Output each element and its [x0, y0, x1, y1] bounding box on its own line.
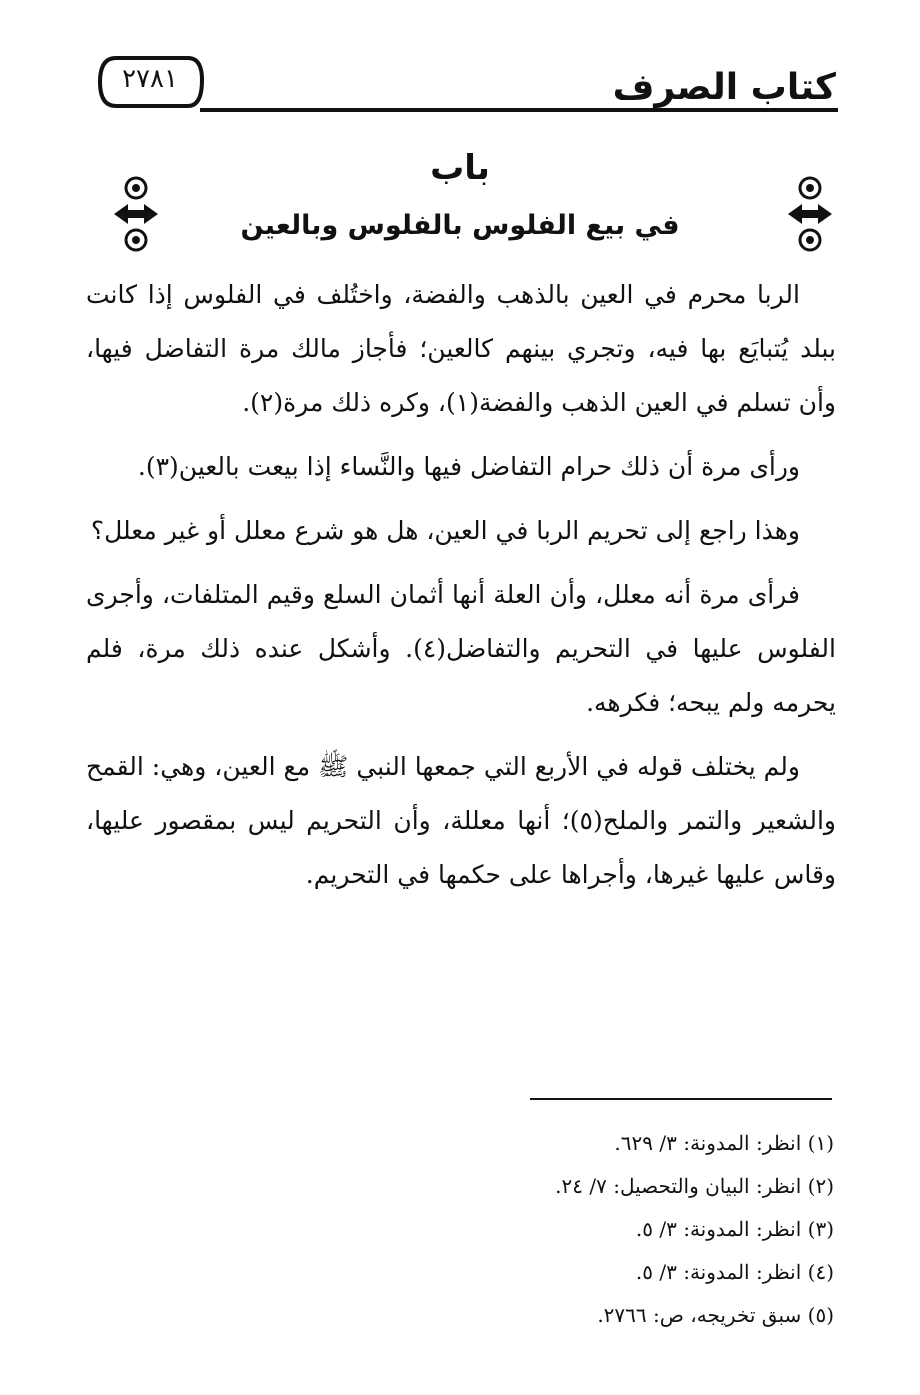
chapter-heading: باب	[430, 148, 490, 188]
header-rule	[200, 108, 838, 112]
footnote: (١) انظر: المدونة: ٣/ ٦٢٩.	[614, 1131, 834, 1155]
paragraph: الربا محرم في العين بالذهب والفضة، واختُلف في الفلوس إذا كانت ببلد يُتبايَع بها فيه، وتجري بينهم كالعين؛ فأجاز مالك مرة التفاضل فيها، وأن تسلم في العين الذهب والفضة(١)، وكره ذلك مرة(٢).	[86, 280, 836, 417]
footnote: (٢) انظر: البيان والتحصيل: ٧/ ٢٤.	[555, 1174, 834, 1198]
footnotes	[86, 1122, 834, 1337]
footnote: (٤) انظر: المدونة: ٣/ ٥.	[635, 1260, 834, 1284]
book-title: كتاب الصرف	[612, 67, 836, 108]
page-number: ٢٧٨١	[122, 64, 178, 94]
paragraph: ولم يختلف قوله في الأربع التي جمعها النبي ﷺ مع العين، وهي: القمح والشعير والتمر والملح(٥)؛ أنها معللة، وأن التحريم ليس بمقصور عليها، وقاس عليها غيرها، وأجراها على حكمها في التحريم.	[86, 752, 836, 889]
paragraph: فرأى مرة أنه معلل، وأن العلة أنها أثمان السلع وقيم المتلفات، وأجرى الفلوس عليها في التحريم والتفاضل(٤). وأشكل عنده ذلك مرة، فلم يحرمه ولم يبحه؛ فكرهه.	[86, 580, 836, 717]
chapter-subheading: في بيع الفلوس بالفلوس وبالعين	[240, 210, 680, 241]
page-number-badge	[96, 50, 204, 114]
footnote: (٥) سبق تخريجه، ص: ٢٧٦٦.	[597, 1303, 834, 1327]
paragraph: وهذا راجع إلى تحريم الربا في العين، هل هو شرع معلل أو غير معلل؟	[90, 516, 800, 545]
body-text	[86, 268, 836, 912]
footnote-separator	[530, 1098, 832, 1100]
footnote: (٣) انظر: المدونة: ٣/ ٥.	[635, 1217, 834, 1241]
paragraph: ورأى مرة أن ذلك حرام التفاضل فيها والنَّساء إذا بيعت بالعين(٣).	[137, 452, 800, 481]
